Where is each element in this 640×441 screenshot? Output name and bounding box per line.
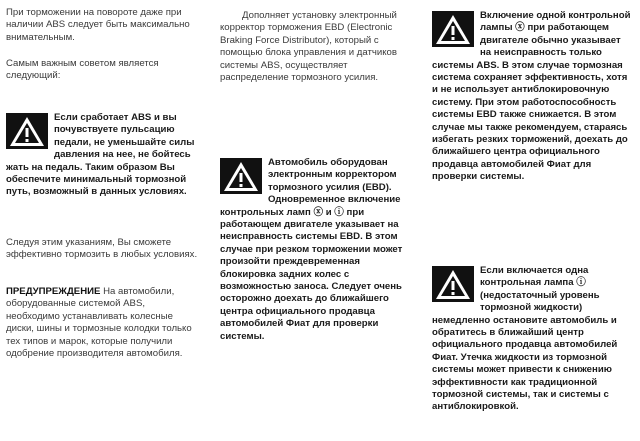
col1-notice bbox=[6, 286, 198, 360]
col1-paragraph-1: При торможении на повороте даже при наличии ABS следует быть максимально внимательным. bbox=[6, 7, 190, 43]
warning-triangle-icon bbox=[432, 11, 474, 47]
col3-warning-2: Если включается одна контрольная лампа ⓘ (недостаточный уровень тормозной жидкости) немедленно остановите автомобиль и обратитесь в ближайший центр официального продавца автомобилей Фиат. Утечка жидкости из тормозной системы может привести к снижению эффективности как традиционной тормозной системы, так и системы с антиблокировкой. bbox=[432, 265, 618, 413]
col3-warning-1: Включение одной контрольной лампы ⓧ при работающем двигателе обычно указывает на неисправность только системы ABS. В этом случае тормозная система сохраняет эффективность, хотя и не использует антиблокировочную систему. При этом работоспособность системы EBD также снижается. В этом случае мы также рекомендуем, стараясь избегать резких торможений, доехать до ближайшего центра официального продавца автомобилей Фиат для проверки системы. bbox=[432, 10, 631, 183]
col1-paragraph-3: Следуя этим указаниям, Вы сможете эффективно тормозить в любых условиях. bbox=[6, 237, 198, 261]
warning-triangle-icon bbox=[6, 113, 48, 149]
warning-triangle-icon bbox=[432, 266, 474, 302]
notice-label: ПРЕДУПРЕЖДЕНИЕ bbox=[6, 286, 101, 297]
col1-warning: Если сработает ABS и вы почувствуете пульсацию педали, не уменьшайте силы давления на нее, не бойтесь жать на педаль. Таким образом Вы обеспечите минимальный тормозной путь, возможный в данных условиях. bbox=[6, 112, 195, 198]
col2-paragraph-1: Дополняет установку электронный корректор торможения EBD (Electronic Braking Force Distributor), который с помощью блока управления и датчиков системы ABS, осуществляет распределение тормозного усилия. bbox=[220, 10, 397, 84]
notice-text: На автомобили, оборудованные системой ABS, необходимо устанавливать колесные диски, шины и тормозные колодки только тех типов и марок, которые получили одобрение производителя автомобиля. bbox=[6, 286, 192, 360]
col1-paragraph-2: Самым важным советом является следующий: bbox=[6, 58, 159, 82]
warning-triangle-icon bbox=[220, 158, 262, 194]
col2-warning: Автомобиль оборудован электронным корректором тормозного усилия (EBD). Одновременное включение контрольных ламп ⓧ и ⓘ при работающем двигателе указывает на неисправность системы EBD. В этом случае при резком торможении может произойти преждевременная блокировка задних колес с возможностью заноса. Следует очень осторожно доехать до ближайшего центра официального продавца автомобилей Фиат для проверки системы. bbox=[220, 157, 403, 342]
